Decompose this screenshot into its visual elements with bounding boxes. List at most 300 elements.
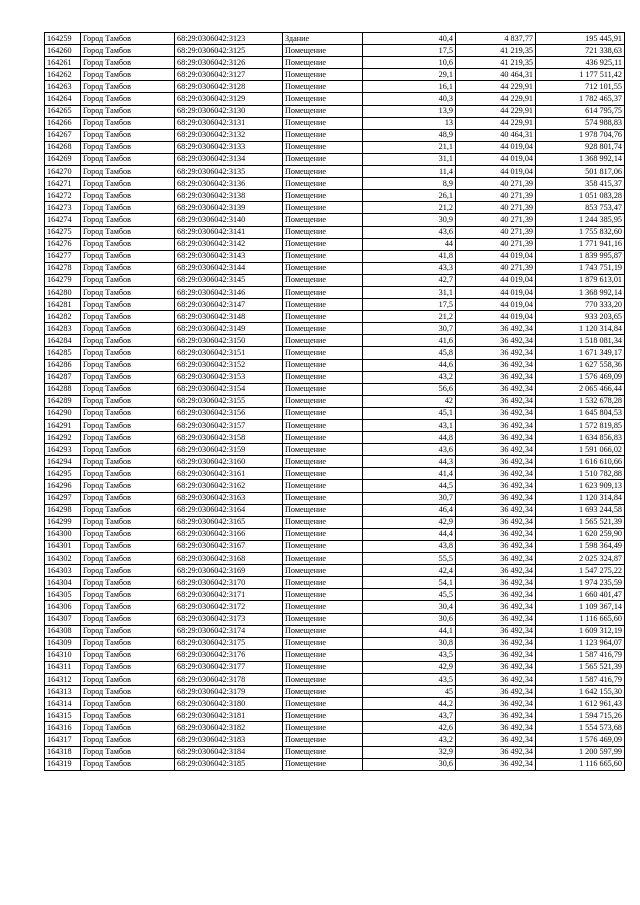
object-type-cell: Помещение — [283, 311, 363, 323]
cadastral-number-cell: 68:29:0306042:3127 — [175, 69, 283, 81]
object-type-cell: Помещение — [283, 323, 363, 335]
cadastral-value-cell: 1 123 964,07 — [536, 637, 625, 649]
cadastral-value-cell: 614 795,75 — [536, 105, 625, 117]
cadastral-number-cell: 68:29:0306042:3123 — [175, 33, 283, 45]
locality-cell: Город Тамбов — [81, 456, 175, 468]
table-row — [45, 202, 625, 214]
cadastral-value-table — [44, 32, 625, 771]
table-row — [45, 420, 625, 432]
locality-cell: Город Тамбов — [81, 407, 175, 419]
table-row — [45, 540, 625, 552]
record-number-cell: 164316 — [45, 722, 81, 734]
cadastral-number-cell: 68:29:0306042:3146 — [175, 286, 283, 298]
table-row — [45, 468, 625, 480]
object-type-cell: Помещение — [283, 45, 363, 57]
object-type-cell: Помещение — [283, 190, 363, 202]
area-cell: 44,1 — [363, 625, 456, 637]
record-number-cell: 164284 — [45, 335, 81, 347]
object-type-cell: Помещение — [283, 141, 363, 153]
unit-value-cell: 40 271,39 — [456, 190, 536, 202]
cadastral-number-cell: 68:29:0306042:3171 — [175, 589, 283, 601]
cadastral-value-cell: 1 532 678,28 — [536, 395, 625, 407]
unit-value-cell: 36 492,34 — [456, 710, 536, 722]
cadastral-number-cell: 68:29:0306042:3161 — [175, 468, 283, 480]
cadastral-value-cell: 1 587 416,79 — [536, 673, 625, 685]
object-type-cell: Помещение — [283, 468, 363, 480]
unit-value-cell: 36 492,34 — [456, 698, 536, 710]
unit-value-cell: 44 019,04 — [456, 250, 536, 262]
unit-value-cell: 36 492,34 — [456, 553, 536, 565]
table-row — [45, 359, 625, 371]
cadastral-number-cell: 68:29:0306042:3138 — [175, 190, 283, 202]
table-row — [45, 565, 625, 577]
cadastral-value-cell: 1 755 832,60 — [536, 226, 625, 238]
area-cell: 45,1 — [363, 407, 456, 419]
unit-value-cell: 36 492,34 — [456, 504, 536, 516]
cadastral-number-cell: 68:29:0306042:3165 — [175, 516, 283, 528]
cadastral-value-cell: 1 518 081,34 — [536, 335, 625, 347]
record-number-cell: 164286 — [45, 359, 81, 371]
table-row — [45, 238, 625, 250]
object-type-cell: Помещение — [283, 371, 363, 383]
area-cell: 29,1 — [363, 69, 456, 81]
locality-cell: Город Тамбов — [81, 286, 175, 298]
object-type-cell: Помещение — [283, 528, 363, 540]
object-type-cell: Помещение — [283, 117, 363, 129]
cadastral-number-cell: 68:29:0306042:3136 — [175, 178, 283, 190]
locality-cell: Город Тамбов — [81, 383, 175, 395]
unit-value-cell: 36 492,34 — [456, 456, 536, 468]
locality-cell: Город Тамбов — [81, 601, 175, 613]
cadastral-value-cell: 721 338,63 — [536, 45, 625, 57]
cadastral-value-cell: 1 609 312,19 — [536, 625, 625, 637]
cadastral-value-cell: 1 771 941,16 — [536, 238, 625, 250]
cadastral-value-cell: 1 587 416,79 — [536, 649, 625, 661]
locality-cell: Город Тамбов — [81, 129, 175, 141]
table-row — [45, 371, 625, 383]
cadastral-value-cell: 1 598 364,49 — [536, 540, 625, 552]
table-row — [45, 141, 625, 153]
table-row — [45, 395, 625, 407]
cadastral-value-cell: 1 620 259,90 — [536, 528, 625, 540]
cadastral-value-cell: 1 623 909,13 — [536, 480, 625, 492]
area-cell: 43,3 — [363, 262, 456, 274]
locality-cell: Город Тамбов — [81, 625, 175, 637]
locality-cell: Город Тамбов — [81, 565, 175, 577]
cadastral-number-cell: 68:29:0306042:3149 — [175, 323, 283, 335]
cadastral-number-cell: 68:29:0306042:3164 — [175, 504, 283, 516]
unit-value-cell: 36 492,34 — [456, 395, 536, 407]
record-number-cell: 164310 — [45, 649, 81, 661]
locality-cell: Город Тамбов — [81, 238, 175, 250]
record-number-cell: 164296 — [45, 480, 81, 492]
area-cell: 41,4 — [363, 468, 456, 480]
record-number-cell: 164265 — [45, 105, 81, 117]
locality-cell: Город Тамбов — [81, 33, 175, 45]
cadastral-number-cell: 68:29:0306042:3152 — [175, 359, 283, 371]
cadastral-value-cell: 1 116 665,60 — [536, 613, 625, 625]
cadastral-number-cell: 68:29:0306042:3167 — [175, 540, 283, 552]
cadastral-value-cell: 1 616 610,66 — [536, 456, 625, 468]
area-cell: 17,5 — [363, 299, 456, 311]
area-cell: 45 — [363, 686, 456, 698]
area-cell: 32,9 — [363, 746, 456, 758]
record-number-cell: 164297 — [45, 492, 81, 504]
cadastral-value-cell: 1 591 066,02 — [536, 444, 625, 456]
cadastral-number-cell: 68:29:0306042:3130 — [175, 105, 283, 117]
unit-value-cell: 44 019,04 — [456, 299, 536, 311]
area-cell: 43,2 — [363, 734, 456, 746]
cadastral-value-cell: 1 660 401,47 — [536, 589, 625, 601]
cadastral-number-cell: 68:29:0306042:3184 — [175, 746, 283, 758]
table-row — [45, 746, 625, 758]
locality-cell: Город Тамбов — [81, 649, 175, 661]
cadastral-number-cell: 68:29:0306042:3182 — [175, 722, 283, 734]
cadastral-number-cell: 68:29:0306042:3185 — [175, 758, 283, 770]
area-cell: 31,1 — [363, 286, 456, 298]
object-type-cell: Помещение — [283, 613, 363, 625]
table-row — [45, 45, 625, 57]
locality-cell: Город Тамбов — [81, 492, 175, 504]
unit-value-cell: 44 229,91 — [456, 81, 536, 93]
table-row — [45, 589, 625, 601]
object-type-cell: Помещение — [283, 504, 363, 516]
cadastral-number-cell: 68:29:0306042:3160 — [175, 456, 283, 468]
table-body — [45, 33, 625, 771]
locality-cell: Город Тамбов — [81, 637, 175, 649]
unit-value-cell: 36 492,34 — [456, 565, 536, 577]
cadastral-number-cell: 68:29:0306042:3128 — [175, 81, 283, 93]
record-number-cell: 164294 — [45, 456, 81, 468]
cadastral-value-cell: 1 565 521,39 — [536, 661, 625, 673]
area-cell: 56,6 — [363, 383, 456, 395]
record-number-cell: 164275 — [45, 226, 81, 238]
record-number-cell: 164264 — [45, 93, 81, 105]
unit-value-cell: 44 019,04 — [456, 286, 536, 298]
table-row — [45, 722, 625, 734]
record-number-cell: 164289 — [45, 395, 81, 407]
unit-value-cell: 36 492,34 — [456, 407, 536, 419]
area-cell: 44,2 — [363, 698, 456, 710]
area-cell: 13 — [363, 117, 456, 129]
locality-cell: Город Тамбов — [81, 613, 175, 625]
object-type-cell: Здание — [283, 33, 363, 45]
unit-value-cell: 36 492,34 — [456, 637, 536, 649]
unit-value-cell: 36 492,34 — [456, 420, 536, 432]
area-cell: 40,4 — [363, 33, 456, 45]
area-cell: 45,8 — [363, 347, 456, 359]
cadastral-value-cell: 501 817,06 — [536, 166, 625, 178]
record-number-cell: 164270 — [45, 166, 81, 178]
cadastral-number-cell: 68:29:0306042:3168 — [175, 553, 283, 565]
unit-value-cell: 36 492,34 — [456, 528, 536, 540]
area-cell: 43,5 — [363, 649, 456, 661]
locality-cell: Город Тамбов — [81, 250, 175, 262]
locality-cell: Город Тамбов — [81, 698, 175, 710]
unit-value-cell: 40 464,31 — [456, 69, 536, 81]
table-row — [45, 686, 625, 698]
record-number-cell: 164314 — [45, 698, 81, 710]
record-number-cell: 164266 — [45, 117, 81, 129]
cadastral-number-cell: 68:29:0306042:3183 — [175, 734, 283, 746]
area-cell: 46,4 — [363, 504, 456, 516]
locality-cell: Город Тамбов — [81, 347, 175, 359]
unit-value-cell: 41 219,35 — [456, 45, 536, 57]
table-row — [45, 347, 625, 359]
record-number-cell: 164298 — [45, 504, 81, 516]
record-number-cell: 164274 — [45, 214, 81, 226]
object-type-cell: Помещение — [283, 661, 363, 673]
object-type-cell: Помещение — [283, 734, 363, 746]
area-cell: 8,9 — [363, 178, 456, 190]
object-type-cell: Помещение — [283, 722, 363, 734]
locality-cell: Город Тамбов — [81, 323, 175, 335]
cadastral-number-cell: 68:29:0306042:3133 — [175, 141, 283, 153]
object-type-cell: Помещение — [283, 57, 363, 69]
record-number-cell: 164281 — [45, 299, 81, 311]
object-type-cell: Помещение — [283, 420, 363, 432]
area-cell: 41,6 — [363, 335, 456, 347]
record-number-cell: 164278 — [45, 262, 81, 274]
area-cell: 11,4 — [363, 166, 456, 178]
cadastral-number-cell: 68:29:0306042:3156 — [175, 407, 283, 419]
cadastral-value-cell: 1 109 367,14 — [536, 601, 625, 613]
cadastral-value-cell: 1 120 314,84 — [536, 492, 625, 504]
unit-value-cell: 36 492,34 — [456, 661, 536, 673]
cadastral-number-cell: 68:29:0306042:3181 — [175, 710, 283, 722]
cadastral-number-cell: 68:29:0306042:3173 — [175, 613, 283, 625]
record-number-cell: 164271 — [45, 178, 81, 190]
area-cell: 48,9 — [363, 129, 456, 141]
area-cell: 21,2 — [363, 311, 456, 323]
object-type-cell: Помещение — [283, 444, 363, 456]
cadastral-value-cell: 1 244 385,95 — [536, 214, 625, 226]
cadastral-number-cell: 68:29:0306042:3150 — [175, 335, 283, 347]
cadastral-value-cell: 436 925,11 — [536, 57, 625, 69]
object-type-cell: Помещение — [283, 383, 363, 395]
record-number-cell: 164295 — [45, 468, 81, 480]
locality-cell: Город Тамбов — [81, 722, 175, 734]
record-number-cell: 164306 — [45, 601, 81, 613]
area-cell: 30,6 — [363, 613, 456, 625]
table-row — [45, 153, 625, 165]
record-number-cell: 164299 — [45, 516, 81, 528]
unit-value-cell: 40 271,39 — [456, 238, 536, 250]
unit-value-cell: 36 492,34 — [456, 516, 536, 528]
unit-value-cell: 40 271,39 — [456, 178, 536, 190]
cadastral-value-cell: 358 415,37 — [536, 178, 625, 190]
unit-value-cell: 44 019,04 — [456, 166, 536, 178]
record-number-cell: 164311 — [45, 661, 81, 673]
cadastral-value-cell: 574 988,83 — [536, 117, 625, 129]
record-number-cell: 164308 — [45, 625, 81, 637]
unit-value-cell: 36 492,34 — [456, 371, 536, 383]
object-type-cell: Помещение — [283, 649, 363, 661]
cadastral-number-cell: 68:29:0306042:3166 — [175, 528, 283, 540]
cadastral-number-cell: 68:29:0306042:3144 — [175, 262, 283, 274]
record-number-cell: 164293 — [45, 444, 81, 456]
unit-value-cell: 36 492,34 — [456, 383, 536, 395]
table-row — [45, 673, 625, 685]
table-row — [45, 480, 625, 492]
cadastral-value-cell: 1 782 465,37 — [536, 93, 625, 105]
table-row — [45, 33, 625, 45]
cadastral-number-cell: 68:29:0306042:3175 — [175, 637, 283, 649]
unit-value-cell: 36 492,34 — [456, 323, 536, 335]
cadastral-number-cell: 68:29:0306042:3140 — [175, 214, 283, 226]
unit-value-cell: 36 492,34 — [456, 577, 536, 589]
locality-cell: Город Тамбов — [81, 153, 175, 165]
object-type-cell: Помещение — [283, 69, 363, 81]
area-cell: 44,3 — [363, 456, 456, 468]
locality-cell: Город Тамбов — [81, 540, 175, 552]
object-type-cell: Помещение — [283, 553, 363, 565]
cadastral-number-cell: 68:29:0306042:3126 — [175, 57, 283, 69]
locality-cell: Город Тамбов — [81, 577, 175, 589]
locality-cell: Город Тамбов — [81, 504, 175, 516]
cadastral-number-cell: 68:29:0306042:3155 — [175, 395, 283, 407]
locality-cell: Город Тамбов — [81, 420, 175, 432]
cadastral-number-cell: 68:29:0306042:3179 — [175, 686, 283, 698]
area-cell: 30,4 — [363, 601, 456, 613]
object-type-cell: Помещение — [283, 129, 363, 141]
cadastral-number-cell: 68:29:0306042:3143 — [175, 250, 283, 262]
table-row — [45, 649, 625, 661]
object-type-cell: Помещение — [283, 492, 363, 504]
unit-value-cell: 36 492,34 — [456, 673, 536, 685]
cadastral-number-cell: 68:29:0306042:3147 — [175, 299, 283, 311]
unit-value-cell: 4 837,77 — [456, 33, 536, 45]
cadastral-value-cell: 1 627 558,36 — [536, 359, 625, 371]
area-cell: 42,9 — [363, 516, 456, 528]
cadastral-number-cell: 68:29:0306042:3132 — [175, 129, 283, 141]
unit-value-cell: 36 492,34 — [456, 480, 536, 492]
object-type-cell: Помещение — [283, 299, 363, 311]
record-number-cell: 164291 — [45, 420, 81, 432]
object-type-cell: Помещение — [283, 432, 363, 444]
cadastral-number-cell: 68:29:0306042:3131 — [175, 117, 283, 129]
locality-cell: Город Тамбов — [81, 141, 175, 153]
object-type-cell: Помещение — [283, 565, 363, 577]
unit-value-cell: 36 492,34 — [456, 589, 536, 601]
area-cell: 44,6 — [363, 359, 456, 371]
table-row — [45, 528, 625, 540]
object-type-cell: Помещение — [283, 250, 363, 262]
cadastral-number-cell: 68:29:0306042:3163 — [175, 492, 283, 504]
area-cell: 43,5 — [363, 673, 456, 685]
object-type-cell: Помещение — [283, 698, 363, 710]
table-row — [45, 710, 625, 722]
object-type-cell: Помещение — [283, 686, 363, 698]
object-type-cell: Помещение — [283, 226, 363, 238]
area-cell: 30,7 — [363, 492, 456, 504]
area-cell: 43,6 — [363, 226, 456, 238]
object-type-cell: Помещение — [283, 105, 363, 117]
area-cell: 44,8 — [363, 432, 456, 444]
record-number-cell: 164259 — [45, 33, 81, 45]
record-number-cell: 164315 — [45, 710, 81, 722]
table-row — [45, 226, 625, 238]
unit-value-cell: 36 492,34 — [456, 746, 536, 758]
cadastral-value-cell: 1 879 613,01 — [536, 274, 625, 286]
unit-value-cell: 36 492,34 — [456, 601, 536, 613]
object-type-cell: Помещение — [283, 166, 363, 178]
locality-cell: Город Тамбов — [81, 359, 175, 371]
locality-cell: Город Тамбов — [81, 178, 175, 190]
cadastral-value-cell: 1 612 961,43 — [536, 698, 625, 710]
cadastral-number-cell: 68:29:0306042:3158 — [175, 432, 283, 444]
unit-value-cell: 40 271,39 — [456, 214, 536, 226]
table-row — [45, 444, 625, 456]
record-number-cell: 164288 — [45, 383, 81, 395]
area-cell: 43,1 — [363, 420, 456, 432]
cadastral-number-cell: 68:29:0306042:3170 — [175, 577, 283, 589]
table-row — [45, 166, 625, 178]
area-cell: 41,8 — [363, 250, 456, 262]
table-row — [45, 214, 625, 226]
object-type-cell: Помещение — [283, 601, 363, 613]
cadastral-number-cell: 68:29:0306042:3180 — [175, 698, 283, 710]
cadastral-value-cell: 2 065 466,44 — [536, 383, 625, 395]
cadastral-value-cell: 1 671 349,17 — [536, 347, 625, 359]
area-cell: 42,9 — [363, 661, 456, 673]
table-row — [45, 190, 625, 202]
area-cell: 31,1 — [363, 153, 456, 165]
area-cell: 45,5 — [363, 589, 456, 601]
record-number-cell: 164276 — [45, 238, 81, 250]
unit-value-cell: 36 492,34 — [456, 758, 536, 770]
cadastral-number-cell: 68:29:0306042:3142 — [175, 238, 283, 250]
table-row — [45, 601, 625, 613]
unit-value-cell: 36 492,34 — [456, 359, 536, 371]
cadastral-value-cell: 1 743 751,19 — [536, 262, 625, 274]
record-number-cell: 164260 — [45, 45, 81, 57]
unit-value-cell: 44 229,91 — [456, 117, 536, 129]
record-number-cell: 164305 — [45, 589, 81, 601]
area-cell: 43,2 — [363, 371, 456, 383]
cadastral-number-cell: 68:29:0306042:3178 — [175, 673, 283, 685]
cadastral-number-cell: 68:29:0306042:3162 — [175, 480, 283, 492]
object-type-cell: Помещение — [283, 178, 363, 190]
record-number-cell: 164292 — [45, 432, 81, 444]
object-type-cell: Помещение — [283, 673, 363, 685]
object-type-cell: Помещение — [283, 710, 363, 722]
cadastral-number-cell: 68:29:0306042:3159 — [175, 444, 283, 456]
object-type-cell: Помещение — [283, 335, 363, 347]
area-cell: 42 — [363, 395, 456, 407]
object-type-cell: Помещение — [283, 589, 363, 601]
cadastral-value-cell: 1 510 782,88 — [536, 468, 625, 480]
record-number-cell: 164313 — [45, 686, 81, 698]
unit-value-cell: 40 271,39 — [456, 202, 536, 214]
table-row — [45, 311, 625, 323]
locality-cell: Город Тамбов — [81, 262, 175, 274]
cadastral-number-cell: 68:29:0306042:3125 — [175, 45, 283, 57]
cadastral-value-cell: 1 051 083,28 — [536, 190, 625, 202]
table-row — [45, 432, 625, 444]
locality-cell: Город Тамбов — [81, 45, 175, 57]
cadastral-value-cell: 1 177 511,42 — [536, 69, 625, 81]
table-row — [45, 734, 625, 746]
table-row — [45, 69, 625, 81]
unit-value-cell: 40 271,39 — [456, 226, 536, 238]
record-number-cell: 164277 — [45, 250, 81, 262]
table-row — [45, 625, 625, 637]
cadastral-number-cell: 68:29:0306042:3157 — [175, 420, 283, 432]
object-type-cell: Помещение — [283, 347, 363, 359]
object-type-cell: Помещение — [283, 395, 363, 407]
object-type-cell: Помещение — [283, 540, 363, 552]
